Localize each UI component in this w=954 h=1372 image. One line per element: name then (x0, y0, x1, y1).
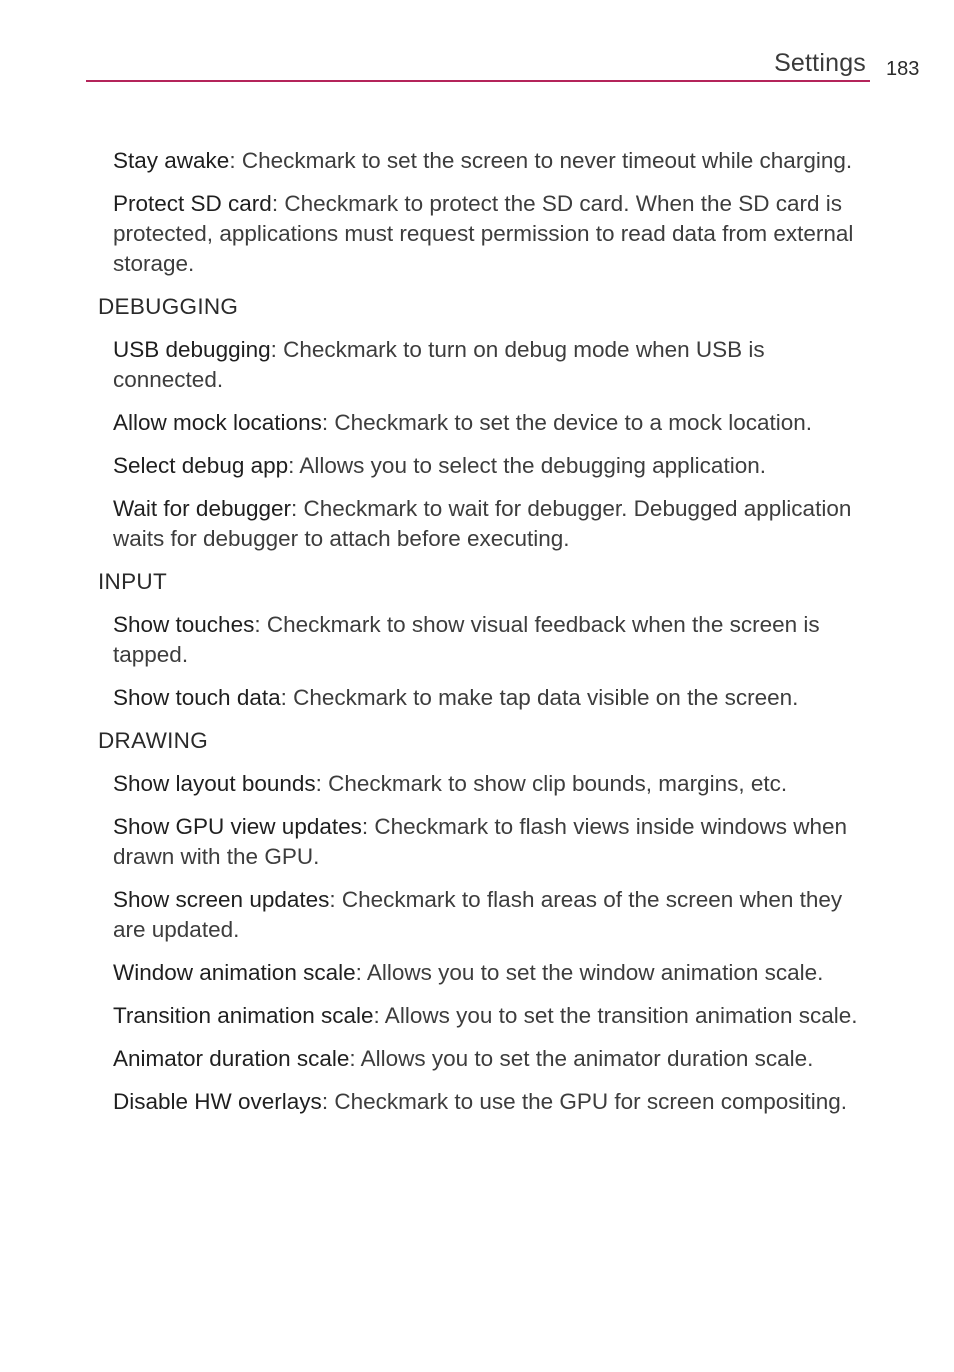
section-heading-drawing: DRAWING (98, 728, 209, 753)
setting-term: Animator duration scale (113, 1046, 350, 1071)
setting-description: : Checkmark to flash areas of the screen when they are updated. (113, 887, 843, 942)
setting-entry-show-touches (113, 610, 868, 670)
header-divider (86, 80, 870, 82)
setting-entry-disable-hw-overlays (113, 1087, 868, 1117)
setting-term: Select debug app (113, 453, 289, 478)
setting-entry-show-gpu-view-updates (113, 812, 868, 872)
setting-term: Transition animation scale (113, 1003, 374, 1028)
setting-description: : Allows you to set the animator duration scale. (349, 1046, 814, 1071)
setting-description: : Checkmark to use the GPU for screen compositing. (321, 1089, 848, 1114)
setting-entry-show-screen-updates (113, 885, 868, 945)
setting-entry-transition-animation-scale (113, 1001, 868, 1031)
setting-entry-usb-debugging (113, 335, 868, 395)
setting-description: : Checkmark to set the screen to never timeout while charging. (229, 148, 853, 173)
setting-term: Window animation scale (113, 960, 356, 985)
setting-description: : Allows you to set the window animation scale. (355, 960, 824, 985)
setting-term: Disable HW overlays (113, 1089, 322, 1114)
setting-term: Stay awake (113, 148, 230, 173)
setting-entry-show-layout-bounds (113, 769, 868, 799)
setting-description: : Checkmark to turn on debug mode when USB is connected. (113, 337, 765, 392)
section-heading-debugging: DEBUGGING (98, 294, 239, 319)
setting-description: : Checkmark to wait for debugger. Debugged application waits for debugger to attach before executing. (113, 496, 852, 551)
setting-term: Show layout bounds (113, 771, 316, 796)
setting-entry-select-debug-app (113, 451, 868, 481)
setting-description: : Checkmark to set the device to a mock location. (321, 410, 813, 435)
setting-term: Show GPU view updates (113, 814, 362, 839)
setting-term: Show touch data (113, 685, 281, 710)
setting-entry-show-touch-data (113, 683, 868, 713)
setting-entry-allow-mock-locations (113, 408, 868, 438)
setting-term: USB debugging (113, 337, 271, 362)
setting-term: Allow mock locations (113, 410, 322, 435)
setting-description: : Checkmark to make tap data visible on the screen. (280, 685, 799, 710)
setting-description: : Allows you to select the debugging application. (288, 453, 766, 478)
setting-description: : Checkmark to protect the SD card. When the SD card is protected, applications must request permission to read data from external storage. (113, 191, 854, 276)
setting-description: : Checkmark to show clip bounds, margins, etc. (315, 771, 788, 796)
section-heading-input: INPUT (98, 569, 167, 594)
setting-description: : Allows you to set the transition animation scale. (373, 1003, 858, 1028)
setting-entry-stay-awake (113, 146, 868, 176)
setting-term: Show screen updates (113, 887, 330, 912)
setting-term: Wait for debugger (113, 496, 292, 521)
setting-entry-window-animation-scale (113, 958, 868, 988)
setting-description: : Checkmark to flash views inside windows when drawn with the GPU. (113, 814, 848, 869)
setting-entry-wait-for-debugger (113, 494, 868, 554)
setting-entry-animator-duration-scale (113, 1044, 868, 1074)
setting-entry-protect-sd-card (113, 189, 868, 279)
page-header (86, 48, 870, 82)
page-number: 183 (886, 58, 920, 80)
section-title: Settings (774, 49, 866, 77)
setting-description: : Checkmark to show visual feedback when the screen is tapped. (113, 612, 820, 667)
page-content (98, 146, 868, 1130)
setting-term: Protect SD card (113, 191, 272, 216)
setting-term: Show touches (113, 612, 255, 637)
